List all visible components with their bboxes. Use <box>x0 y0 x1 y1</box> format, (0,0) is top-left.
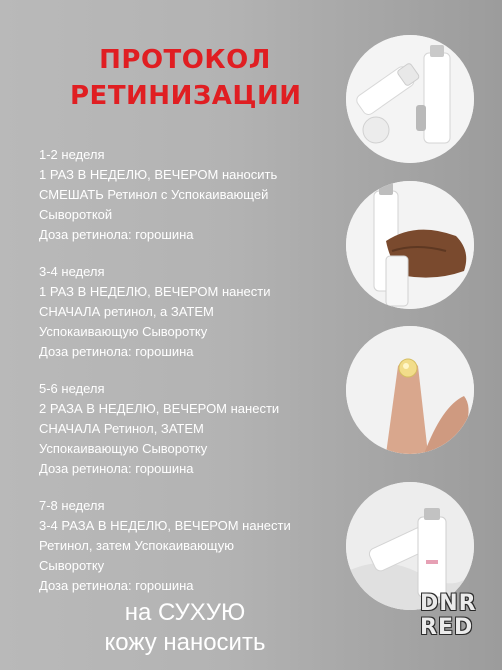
week-line: 3-4 РАЗА В НЕДЕЛЮ, ВЕЧЕРОМ нанести <box>39 518 291 533</box>
week-line: 1 РАЗ В НЕДЕЛЮ, ВЕЧЕРОМ нанести <box>39 284 271 299</box>
finger-pea-dose-image <box>346 326 474 454</box>
watermark-line-2: RED <box>420 615 474 640</box>
footer-line-2: кожу наносить <box>104 629 266 656</box>
week-line: Сыворотку <box>39 558 105 573</box>
watermark-line-1: DNR <box>420 591 477 616</box>
footer-note <box>60 598 310 658</box>
site-watermark-logo <box>420 592 490 640</box>
week-line: Доза ретинола: горошина <box>39 227 194 242</box>
week-line: Сывороткой <box>39 207 113 222</box>
week-line: 2 РАЗА В НЕДЕЛЮ, ВЕЧЕРОМ нанести <box>39 401 280 416</box>
week-line: Ретинол, затем Успокаивающую <box>39 538 234 553</box>
week-line: Доза ретинола: горошина <box>39 578 194 593</box>
week-block-3 <box>39 379 339 479</box>
footer-line-1: на СУХУЮ <box>124 599 246 626</box>
week-line: СНАЧАЛА ретинол, а ЗАТЕМ <box>39 304 214 319</box>
week-line: Успокаивающую Сыворотку <box>39 441 208 456</box>
week-line: СНАЧАЛА Ретинол, ЗАТЕМ <box>39 421 204 436</box>
week-line: Успокаивающую Сыворотку <box>39 324 208 339</box>
week-block-4 <box>39 496 339 596</box>
page-title <box>70 42 300 114</box>
week-period: 7-8 неделя <box>39 498 105 513</box>
week-line: Доза ретинола: горошина <box>39 461 194 476</box>
week-period: 5-6 неделя <box>39 381 105 396</box>
week-period: 1-2 неделя <box>39 147 105 162</box>
product-bottles-image <box>346 35 474 163</box>
week-period: 3-4 неделя <box>39 264 105 279</box>
title-line-1: ПРОТОКОЛ <box>99 45 271 75</box>
week-line: СМЕШАТЬ Ретинол с Успокаивающей <box>39 187 269 202</box>
week-block-2 <box>39 262 339 362</box>
week-line: 1 РАЗ В НЕДЕЛЮ, ВЕЧЕРОМ наносить <box>39 167 278 182</box>
week-line: Доза ретинола: горошина <box>39 344 194 359</box>
week-block-1 <box>39 145 339 245</box>
hand-holding-bottle-image <box>346 181 474 309</box>
title-line-2: РЕТИНИЗАЦИИ <box>70 81 302 111</box>
